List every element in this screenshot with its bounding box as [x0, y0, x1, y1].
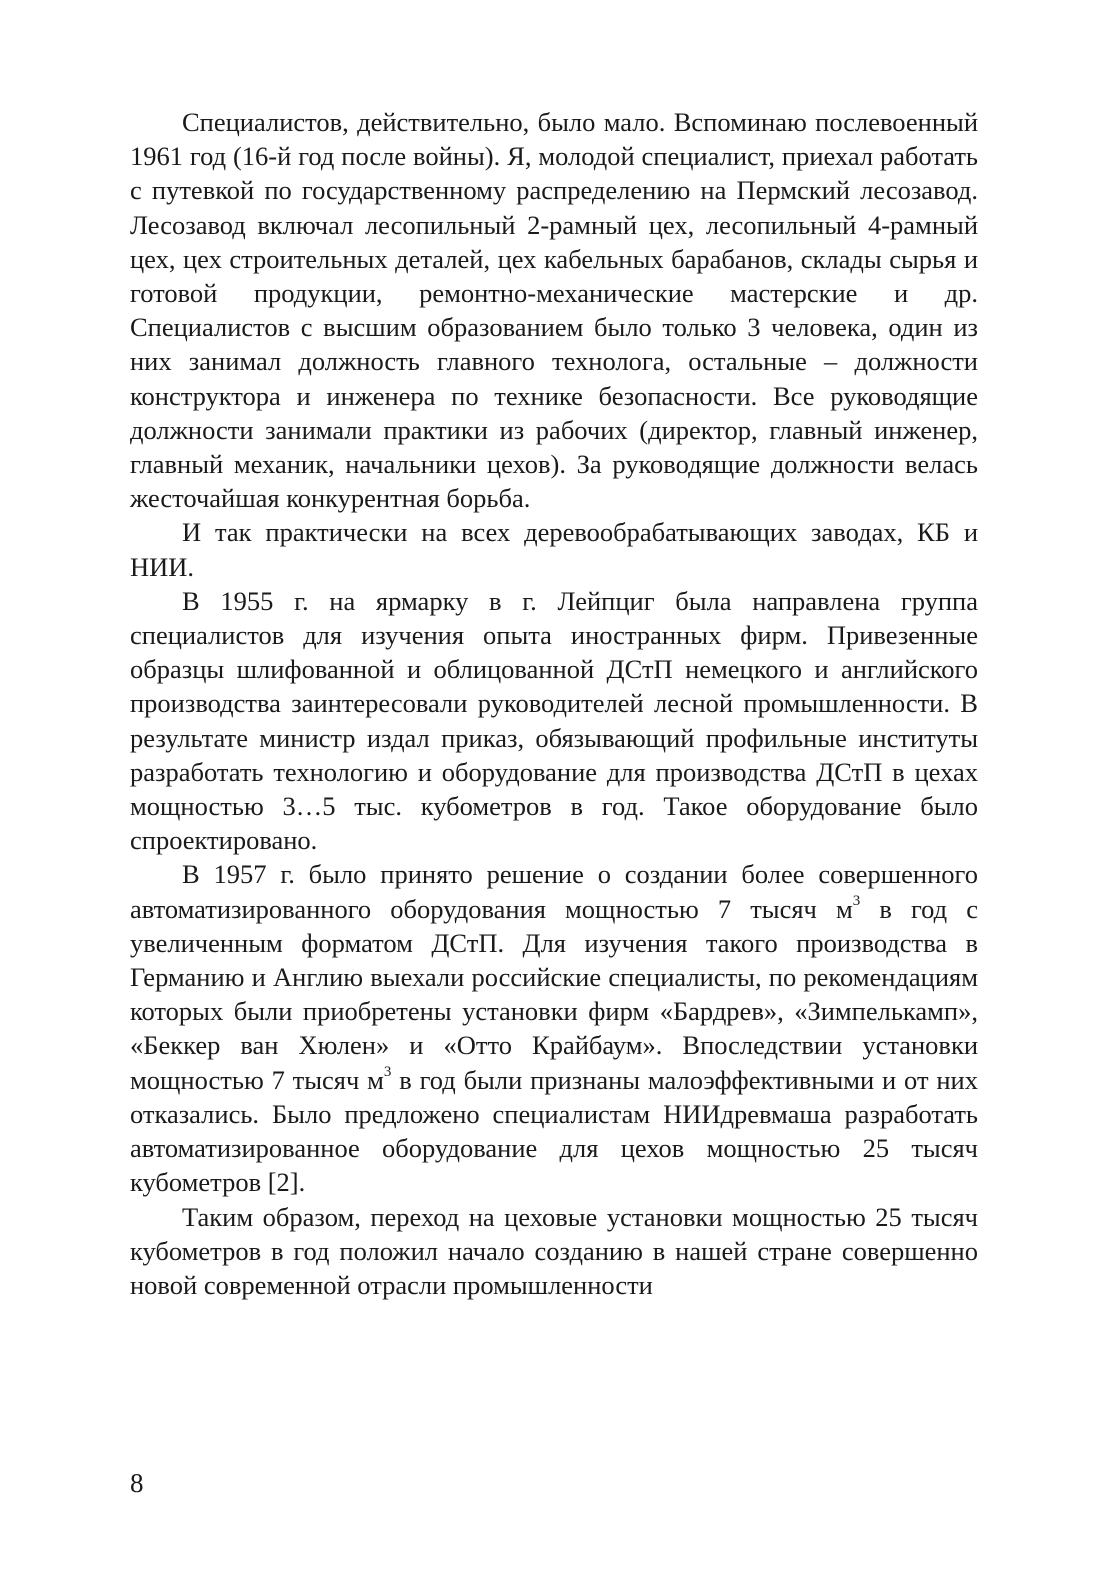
- body-text: [130, 105, 978, 1302]
- paragraph-leipzig: [130, 584, 978, 858]
- paragraph-conclusion: [130, 1200, 978, 1303]
- paragraph-specialists: [130, 105, 978, 515]
- paragraph-text: В 1957 г. было принято решение о создании более совершенного автоматизированного оборудования мощностью 7 тысяч м: [130, 859, 978, 924]
- superscript-cubic: 3: [383, 1063, 392, 1080]
- paragraph-text: Специалистов, действительно, было мало. Вспоминаю послевоенный 1961 год (16-й год после войны). Я, молодой специалист, приехал работать с путевкой по государственному распределению на Пермский лесозавод. Лесозавод включал лесопильный 2-рамный цех, лесопильный 4-рамный цех, цех строительных деталей, цех кабельных барабанов, склады сырья и готовой продукции, ремонтно-механические мастерские и др. Специалистов с высшим образованием было только 3 человека, один из них занимал должность главного технолога, остальные – должности конструктора и инженера по технике безопасности. Все руководящие должности занимали практики из рабочих (директор, главный инженер, главный механик, начальники цехов). За руководящие должности велась жесточайшая конкурентная борьба.: [130, 107, 978, 514]
- paragraph-text: Таким образом, переход на цеховые установки мощностью 25 тысяч кубометров в год положил начало созданию в нашей стране совершенно новой современной отрасли промышленности: [130, 1201, 978, 1300]
- paragraph-text: И так практически на всех деревообрабатывающих заводах, КБ и НИИ.: [130, 517, 978, 582]
- paragraph-1957: [130, 857, 978, 1199]
- superscript-cubic: 3: [852, 892, 861, 909]
- paragraph-text: В 1955 г. на ярмарку в г. Лейпциг была направлена группа специалистов для изучения опыта иностранных фирм. Привезенные образцы шлифованной и облицованной ДСтП немецкого и английского производства заинтересовали руководителей лесной промышленности. В результате министр издал приказ, обязывающий профильные институты разработать технологию и оборудование для производства ДСтП в цехах мощностью 3…5 тыс. кубометров в год. Такое оборудование было спроектировано.: [130, 585, 978, 856]
- paragraph-text: в год с увеличенным форматом ДСтП. Для изучения такого производства в Германию и Англию выехали российские специалисты, по рекомендациям которых были приобретены установки фирм «Бардрев», «Зимпелькамп», «Беккер ван Хюлен» и «Отто Крайбаум». Впоследствии установки мощностью 7 тысяч м: [130, 893, 978, 1095]
- paragraph-plants: [130, 515, 978, 583]
- page-number: 8: [130, 1468, 144, 1498]
- paragraph-text: в год были признаны малоэффективными и от них отказались. Было предложено специалистам НИИдревмаша разработать автоматизированное оборудование для цехов мощностью 25 тысяч кубометров [2].: [130, 1064, 978, 1198]
